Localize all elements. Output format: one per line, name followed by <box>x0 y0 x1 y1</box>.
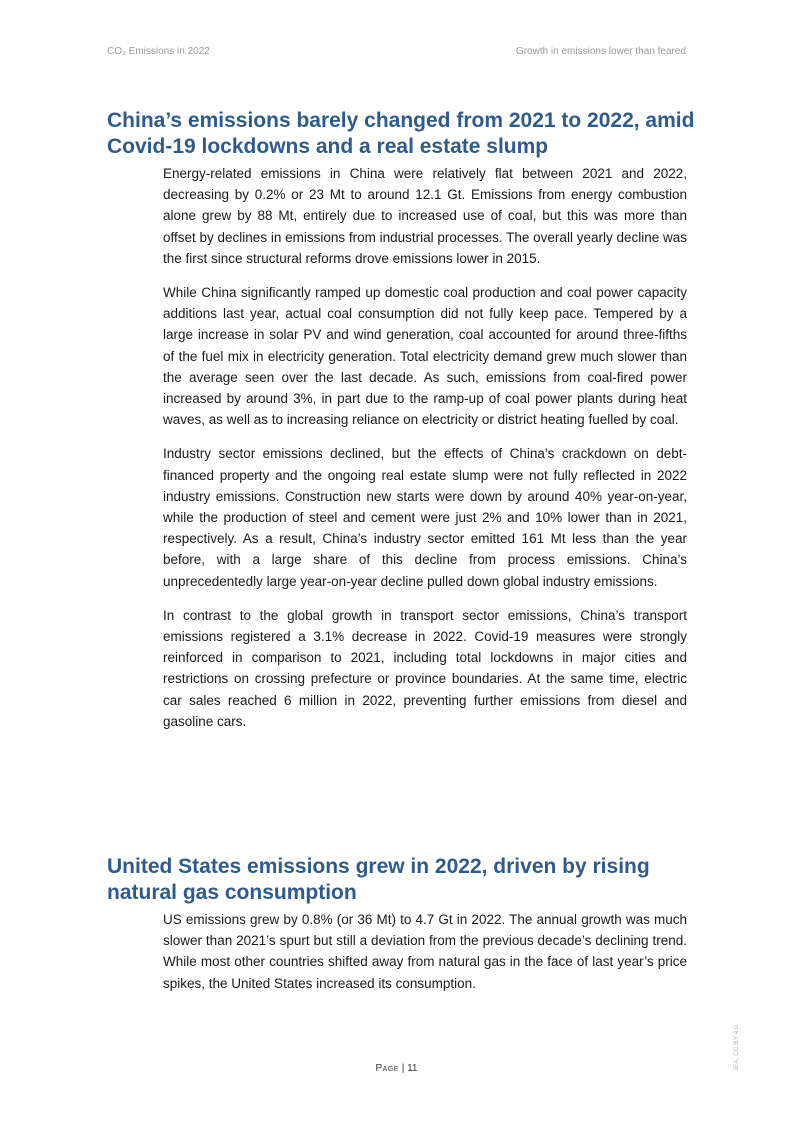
page-number: 11 <box>407 1063 418 1074</box>
paragraph: In contrast to the global growth in transport sector emissions, China’s transport emissions registered a 3.1% decrease in 2022. Covid-19 measures were strongly reinforced in comparison to 2021, including total lockdowns in major cities and restrictions on crossing prefecture or province boundaries. At the same time, electric car sales reached 6 million in 2022, preventing further emissions from diesel and gasoline cars. <box>163 607 687 729</box>
paragraph: US emissions grew by 0.8% (or 36 Mt) to 4.7 Gt in 2022. The annual growth was much slower than 2021’s spurt but still a deviation from the previous decade’s declining trend. While most other countries shifted away from natural gas in the face of last year’s price spikes, the United States increased its consumption. <box>163 912 687 991</box>
section-heading-china: China’s emissions barely changed from 2021 to 2022, amid Covid-19 lockdowns and a real estate slump <box>107 109 695 158</box>
page-label: Page <box>375 1063 399 1074</box>
license-credit: IEA. CC BY 4.0. <box>733 1023 740 1070</box>
section-heading-united-states: United States emissions grew in 2022, driven by rising natural gas consumption <box>107 855 650 904</box>
paragraph: Energy-related emissions in China were relatively flat between 2021 and 2022, decreasing by 0.2% or 23 Mt to around 12.1 Gt. Emissions from energy combustion alone grew by 88 Mt, entirely due to increased use of coal, but this was more than offset by declines in emissions from industrial processes. The overall yearly decline was the first since structural reforms drove emissions lower in 2015. <box>163 166 687 266</box>
paragraph: Industry sector emissions declined, but the effects of China’s crackdown on debt-financed property and the ongoing real estate slump were not fully reflected in 2022 industry emissions. Construction new starts were down by around 40% year-on-year, while the production of steel and cement were just 2% and 10% lower than in 2021, respectively. As a result, China’s industry sector emitted 161 Mt less than the year before, with a large share of this decline from process emissions. China’s unprecedentedly large year-on-year decline pulled down global industry emissions. <box>163 446 687 589</box>
section-body-china <box>163 163 687 745</box>
page-footer <box>0 1063 793 1074</box>
running-header-right: Growth in emissions lower than feared <box>515 46 686 57</box>
section-body-united-states <box>163 909 687 1007</box>
running-header-left: CO₂ Emissions in 2022 <box>107 46 210 57</box>
paragraph: While China significantly ramped up domestic coal production and coal power capacity additions last year, actual coal consumption did not fully keep pace. Tempered by a large increase in solar PV and wind generation, coal accounted for around three-fifths of the fuel mix in electricity generation. Total electricity demand grew much slower than the average seen over the last decade. As such, emissions from coal-fired power increased by around 3%, in part due to the ramp-up of coal power plants during heat waves, as well as to increasing reliance on electricity or district heating fuelled by coal. <box>163 285 687 428</box>
page-separator: | <box>401 1063 405 1074</box>
